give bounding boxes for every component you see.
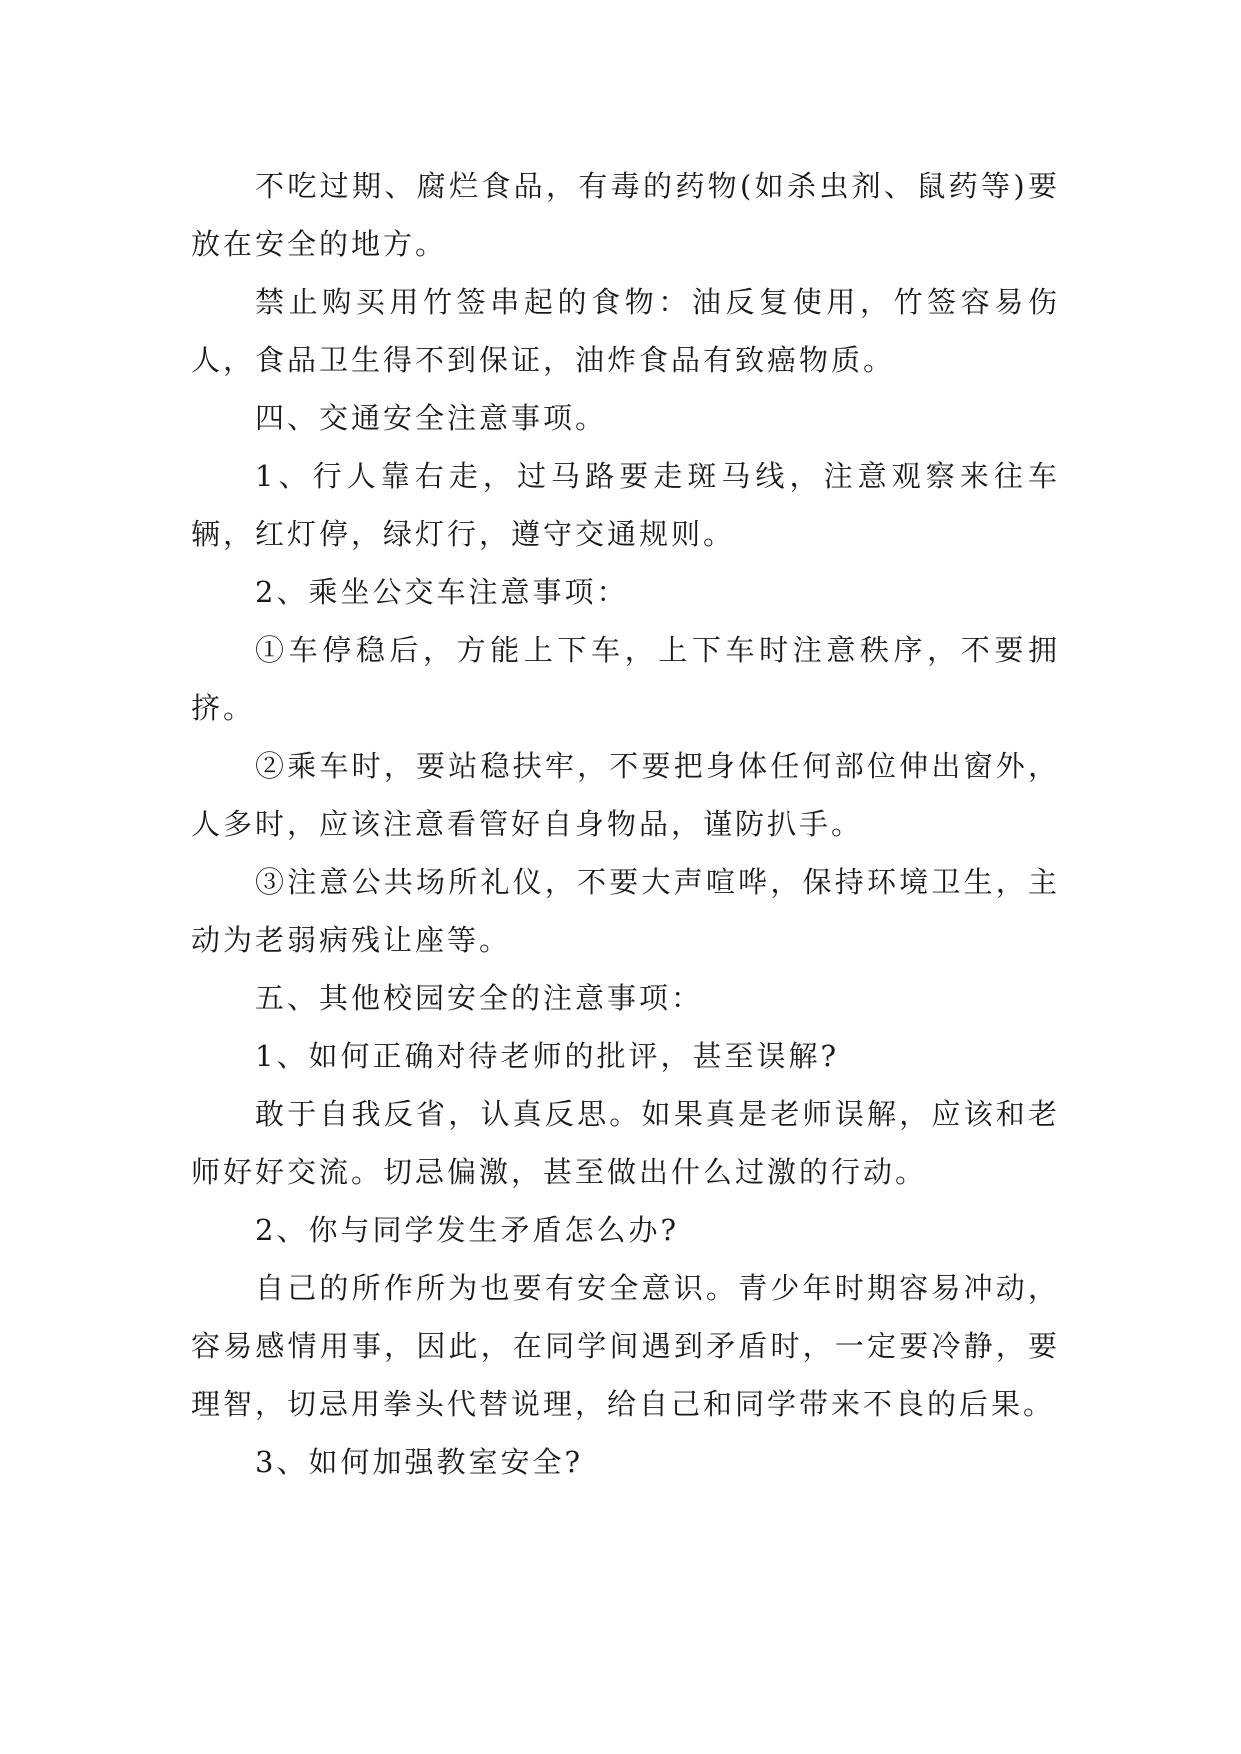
paragraph-bus-item-2: ②乘车时，要站稳扶牢，不要把身体任何部位伸出窗外，人多时，应该注意看管好自身物品，谨防扒手。	[191, 749, 1060, 841]
paragraph-bus-item-1: ①车停稳后，方能上下车，上下车时注意秩序，不要拥挤。	[191, 633, 1060, 725]
paragraph-pedestrian: 1、行人靠右走，过马路要走斑马线，注意观察来往车辆，红灯停，绿灯行，遵守交通规则。	[191, 459, 1060, 551]
answer-classmate-conflict: 自己的所作所为也要有安全意识。青少年时期容易冲动，容易感情用事，因此，在同学间遇到矛盾时，一定要冷静，要理智，切忌用拳头代替说理，给自己和同学带来不良的后果。	[191, 1271, 1060, 1421]
heading-traffic-safety: 四、交通安全注意事项。	[255, 401, 608, 435]
paragraph-bus-item-3: ③注意公共场所礼仪，不要大声喧哗，保持环境卫生，主动为老弱病残让座等。	[191, 865, 1060, 957]
paragraph-expired-food: 不吃过期、腐烂食品，有毒的药物(如杀虫剂、鼠药等)要放在安全的地方。	[191, 169, 1060, 261]
document-body	[191, 157, 1060, 1491]
question-classmate-conflict: 2、你与同学发生矛盾怎么办?	[255, 1213, 679, 1247]
heading-other-campus-safety: 五、其他校园安全的注意事项：	[255, 981, 704, 1015]
question-teacher-criticism: 1、如何正确对待老师的批评，甚至误解?	[255, 1039, 839, 1073]
paragraph-skewer-food: 禁止购买用竹签串起的食物：油反复使用，竹签容易伤人，食品卫生得不到保证，油炸食品有致癌物质。	[191, 285, 1060, 377]
question-classroom-safety: 3、如何加强教室安全?	[255, 1445, 583, 1479]
heading-bus-notes: 2、乘坐公交车注意事项：	[255, 575, 629, 609]
answer-teacher-criticism: 敢于自我反省，认真反思。如果真是老师误解，应该和老师好好交流。切忌偏激，甚至做出什么过激的行动。	[191, 1097, 1060, 1189]
